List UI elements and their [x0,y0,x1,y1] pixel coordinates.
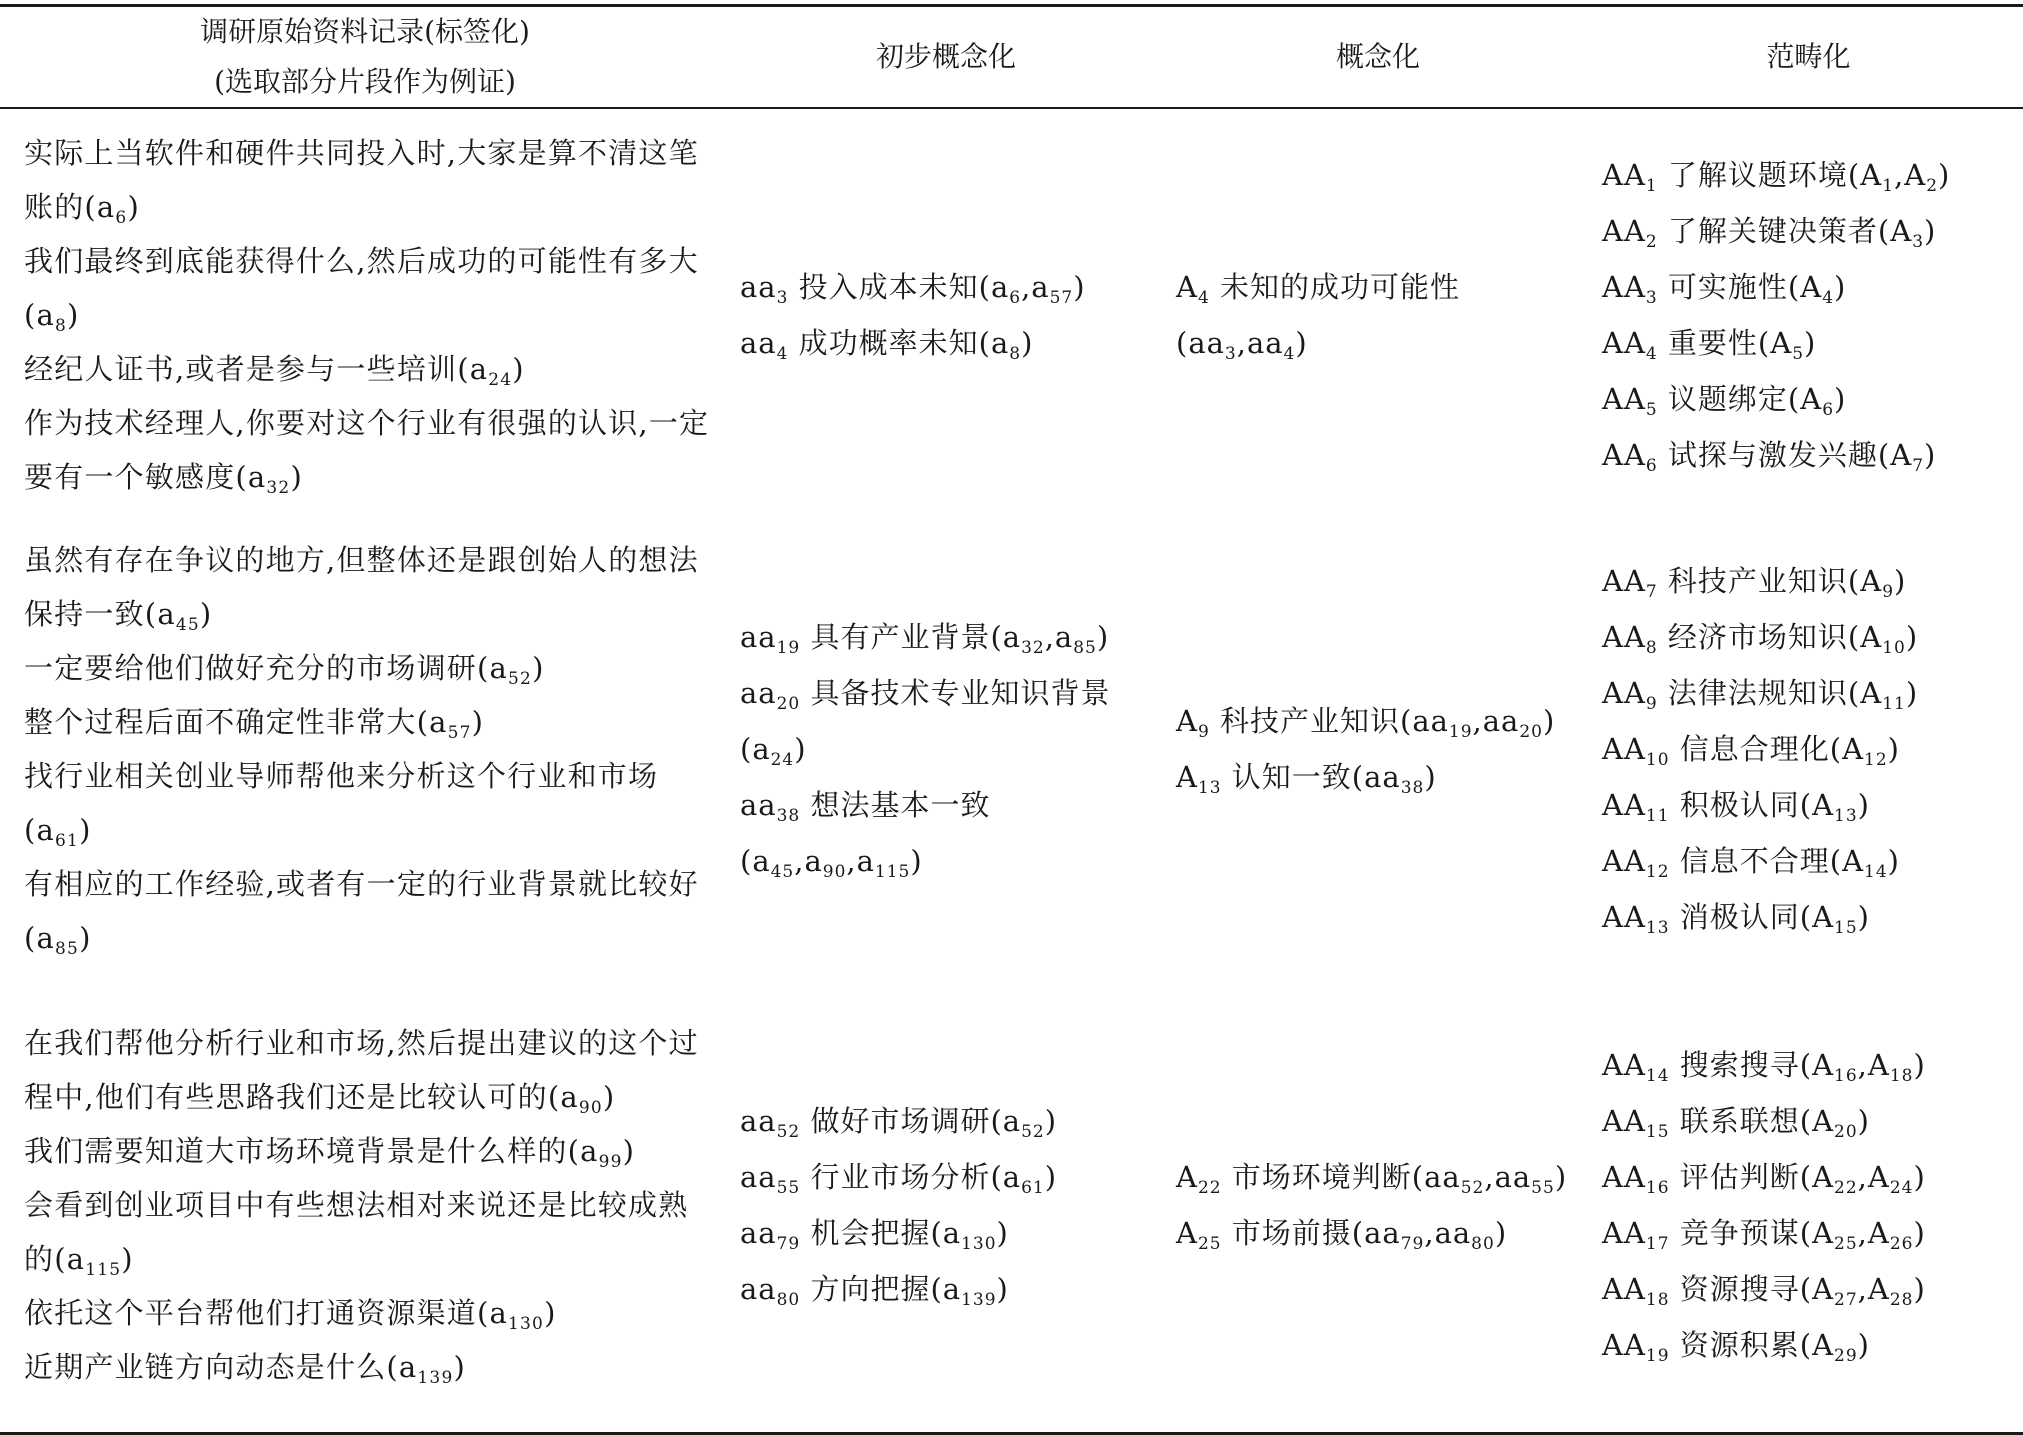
subscript: 2 [1926,175,1939,196]
subscript: 80 [1471,1233,1495,1254]
subscript: 52 [776,1121,801,1142]
subscript: 20 [776,693,801,714]
subscript: 3 [1912,231,1925,252]
initial-concept-entry: $aa_{20}$ 具备技术专业知识背景$(a_{24})$ [740,675,1111,770]
subscript: 12 [1645,861,1670,882]
concept-cell [1162,520,1594,977]
subscript: 79 [776,1233,801,1254]
subscript: 19 [776,637,801,658]
concept-cell [1162,108,1594,520]
initial-concept-entry: $aa_4$ 成功概率未知$(a_8)$ [740,325,1034,364]
subscript: 15 [1834,917,1858,938]
subscript: 4 [1197,287,1210,308]
table-row [0,108,2023,520]
category-entry: $AA_7$ 科技产业知识$(A_9)$ [1602,563,1907,602]
evidence-entry: 依托这个平台帮他们打通资源渠道$(a_{130})$ [24,1295,557,1334]
subscript: 130 [508,1313,545,1334]
subscript: 55 [776,1177,801,1198]
category-entry: $AA_1$ 了解议题环境$(A_1,A_2)$ [1602,157,1951,196]
subscript: 1 [1882,175,1895,196]
subscript: 25 [1834,1233,1858,1254]
evidence-cell [0,977,730,1434]
evidence-entry: 我们最终到底能获得什么,然后成功的可能性有多大$(a_8)$ [24,243,699,336]
subscript: 52 [1460,1177,1485,1198]
concept-entry: $A_{22}$ 市场环境判断$(aa_{52},aa_{55})$ [1176,1159,1568,1198]
subscript: 6 [1645,455,1658,476]
initial-concept-entry: $aa_{19}$ 具有产业背景$(a_{32},a_{85})$ [740,619,1110,658]
evidence-entry: 会看到创业项目中有些想法相对来说还是比较成熟的$(a_{115})$ [24,1187,689,1280]
subscript: 7 [1912,455,1925,476]
subscript: 1 [1645,175,1658,196]
subscript: 19 [1645,1345,1670,1366]
category-cell [1594,520,2023,977]
subscript: 80 [776,1289,801,1310]
category-cell [1594,108,2023,520]
initial-concept-entry: $aa_{55}$ 行业市场分析$(a_{61})$ [740,1159,1058,1198]
subscript: 9 [1645,693,1658,714]
category-entry: $AA_{15}$ 联系联想$(A_{20})$ [1602,1103,1870,1142]
subscript: 10 [1645,749,1670,770]
subscript: 15 [1645,1121,1670,1142]
evidence-entry: 虽然有存在争议的地方,但整体还是跟创始人的想法保持一致$(a_{45})$ [24,542,699,635]
subscript: 4 [1822,287,1835,308]
category-cell [1594,977,2023,1434]
subscript: 115 [85,1259,122,1280]
header-raw-records-line1: 调研原始资料记录(标签化) [200,15,530,48]
table-row [0,977,2023,1434]
subscript: 26 [1889,1233,1914,1254]
header-raw-records [0,6,730,109]
concept-entry: $A_4$ 未知的成功可能性$(aa_3,aa_4)$ [1176,269,1460,364]
initial-concept-entry: $aa_{80}$ 方向把握$(a_{139})$ [740,1271,1009,1310]
concept-entry: $A_{13}$ 认知一致$(aa_{38})$ [1176,759,1437,798]
table-header-row [0,6,2023,109]
subscript: 55 [1531,1177,1555,1198]
subscript: 32 [1021,637,1045,658]
subscript: 24 [770,749,795,770]
subscript: 38 [776,805,801,826]
category-entry: $AA_6$ 试探与激发兴趣$(A_7)$ [1602,437,1937,476]
evidence-entry: 经纪人证书,或者是参与一些培训$(a_{24})$ [24,351,525,390]
header-categorization: 范畴化 [1594,6,2023,109]
category-entry: $AA_{10}$ 信息合理化$(A_{12})$ [1602,731,1900,770]
subscript: 79 [1400,1233,1425,1254]
evidence-entry: 近期产业链方向动态是什么$(a_{139})$ [24,1349,466,1388]
header-raw-records-line2: (选取部分片段作为例证) [214,65,516,98]
subscript: 85 [55,938,80,959]
coding-table [0,4,2023,1435]
subscript: 3 [1224,343,1237,364]
subscript: 139 [961,1289,997,1310]
table-row [0,520,2023,977]
subscript: 99 [598,1151,623,1172]
evidence-entry: 作为技术经理人,你要对这个行业有很强的认识,一定要有一个敏感度$(a_{32})$ [24,405,710,498]
category-entry: $AA_2$ 了解关键决策者$(A_3)$ [1602,213,1937,252]
category-entry: $AA_{16}$ 评估判断$(A_{22},A_{24})$ [1602,1159,1926,1198]
category-entry: $AA_8$ 经济市场知识$(A_{10})$ [1602,619,1919,658]
subscript: 12 [1864,749,1888,770]
initial-concept-entry: $aa_{38}$ 想法基本一致$(a_{45},a_{90},a_{115})$ [740,787,991,882]
category-entry: $AA_4$ 重要性$(A_5)$ [1602,325,1817,364]
subscript: 22 [1197,1177,1222,1198]
category-entry: $AA_{19}$ 资源积累$(A_{29})$ [1602,1327,1870,1366]
subscript: 20 [1519,721,1543,742]
evidence-entry: 我们需要知道大市场环境背景是什么样的$(a_{99})$ [24,1133,636,1172]
subscript: 85 [1073,637,1097,658]
initial-concept-cell [730,977,1162,1434]
subscript: 2 [1645,231,1658,252]
initial-concept-entry: $aa_3$ 投入成本未知$(a_6,a_{57})$ [740,269,1086,308]
subscript: 9 [1197,721,1210,742]
subscript: 61 [55,830,80,851]
subscript: 4 [1645,343,1658,364]
category-entry: $AA_3$ 可实施性$(A_4)$ [1602,269,1847,308]
subscript: 4 [1283,343,1296,364]
subscript: 29 [1834,1345,1858,1366]
subscript: 24 [488,369,513,390]
subscript: 52 [508,668,533,689]
subscript: 22 [1834,1177,1858,1198]
evidence-entry: 实际上当软件和硬件共同投入时,大家是算不清这笔账的$(a_6)$ [24,135,699,228]
subscript: 13 [1197,777,1222,798]
subscript: 11 [1645,805,1670,826]
category-entry: $AA_{18}$ 资源搜寻$(A_{27},A_{28})$ [1602,1271,1926,1310]
evidence-cell [0,520,730,977]
concept-cell [1162,977,1594,1434]
concept-entry: $A_{25}$ 市场前摄$(aa_{79},aa_{80})$ [1176,1215,1508,1254]
subscript: 61 [1021,1177,1045,1198]
subscript: 14 [1864,861,1888,882]
evidence-entry: 整个过程后面不确定性非常大$(a_{57})$ [24,704,485,743]
subscript: 32 [266,477,291,498]
subscript: 19 [1448,721,1473,742]
subscript: 3 [1645,287,1658,308]
subscript: 24 [1889,1177,1914,1198]
header-conceptualization: 概念化 [1162,6,1594,109]
subscript: 25 [1197,1233,1222,1254]
category-entry: $AA_{12}$ 信息不合理$(A_{14})$ [1602,843,1900,882]
category-entry: $AA_{13}$ 消极认同$(A_{15})$ [1602,899,1870,938]
subscript: 38 [1400,777,1425,798]
subscript: 27 [1834,1289,1858,1310]
subscript: 17 [1645,1233,1670,1254]
subscript: 90 [578,1097,603,1118]
initial-concept-cell [730,108,1162,520]
subscript: 90 [822,861,847,882]
subscript: 28 [1889,1289,1914,1310]
subscript: 18 [1889,1065,1914,1086]
subscript: 10 [1882,637,1906,658]
evidence-entry: 有相应的工作经验,或者有一定的行业背景就比较好$(a_{85})$ [24,866,699,959]
subscript: 20 [1834,1121,1858,1142]
subscript: 115 [874,861,911,882]
subscript: 5 [1792,343,1805,364]
subscript: 16 [1645,1177,1670,1198]
subscript: 13 [1834,805,1858,826]
subscript: 57 [1049,287,1074,308]
concept-entry: $A_9$ 科技产业知识$(aa_{19},aa_{20})$ [1176,703,1556,742]
subscript: 4 [776,343,789,364]
category-entry: $AA_{17}$ 竞争预谋$(A_{25},A_{26})$ [1602,1215,1926,1254]
subscript: 7 [1645,581,1658,602]
evidence-entry: 找行业相关创业导师帮他来分析这个行业和市场$(a_{61})$ [24,758,659,851]
subscript: 8 [1645,637,1658,658]
subscript: 6 [1822,399,1835,420]
initial-concept-entry: $aa_{52}$ 做好市场调研$(a_{52})$ [740,1103,1058,1142]
subscript: 45 [175,614,200,635]
category-entry: $AA_9$ 法律法规知识$(A_{11})$ [1602,675,1919,714]
subscript: 14 [1645,1065,1670,1086]
evidence-entry: 在我们帮他分析行业和市场,然后提出建议的这个过程中,他们有些思路我们还是比较认可的$(a_{90})$ [24,1025,699,1118]
subscript: 139 [417,1367,454,1388]
header-initial-conceptualization: 初步概念化 [730,6,1162,109]
initial-concept-entry: $aa_{79}$ 机会把握$(a_{130})$ [740,1215,1009,1254]
evidence-cell [0,108,730,520]
subscript: 16 [1834,1065,1858,1086]
subscript: 45 [770,861,795,882]
subscript: 6 [115,207,128,228]
category-entry: $AA_5$ 议题绑定$(A_6)$ [1602,381,1847,420]
subscript: 13 [1645,917,1670,938]
subscript: 57 [447,722,472,743]
subscript: 130 [961,1233,997,1254]
subscript: 18 [1645,1289,1670,1310]
subscript: 6 [1009,287,1022,308]
category-entry: $AA_{11}$ 积极认同$(A_{13})$ [1602,787,1870,826]
initial-concept-cell [730,520,1162,977]
subscript: 52 [1021,1121,1045,1142]
subscript: 8 [1009,343,1022,364]
subscript: 11 [1882,693,1906,714]
subscript: 9 [1882,581,1895,602]
subscript: 8 [55,315,68,336]
evidence-entry: 一定要给他们做好充分的市场调研$(a_{52})$ [24,650,545,689]
subscript: 5 [1645,399,1658,420]
category-entry: $AA_{14}$ 搜索搜寻$(A_{16},A_{18})$ [1602,1047,1926,1086]
subscript: 3 [776,287,789,308]
